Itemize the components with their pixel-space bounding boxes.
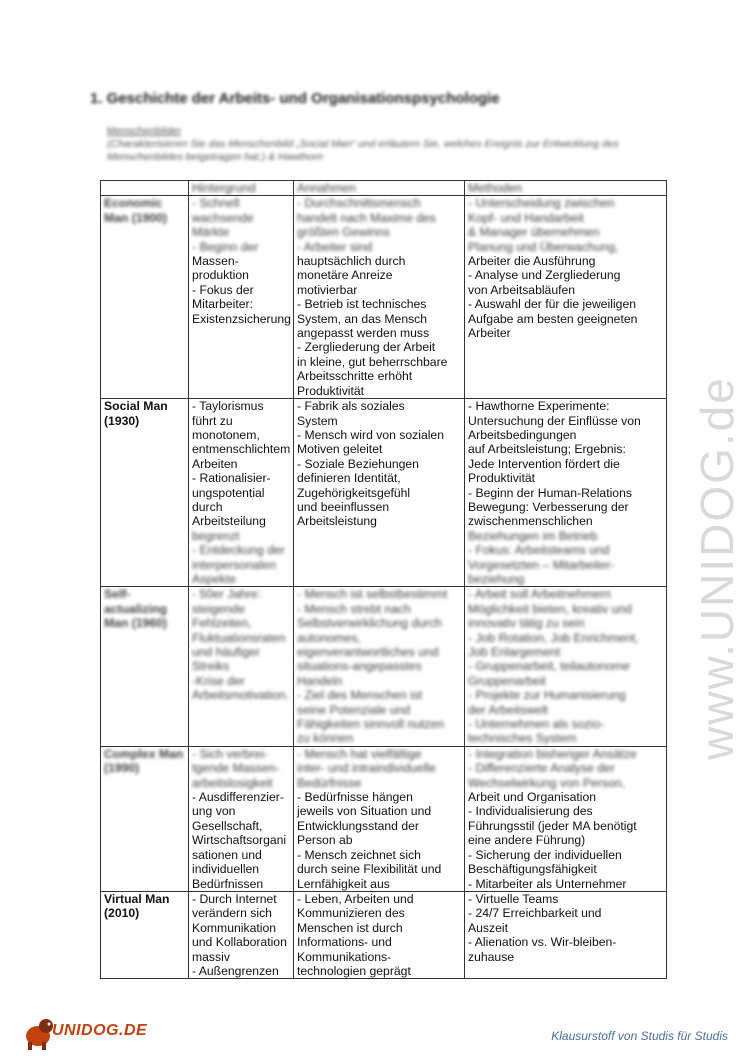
- cell-hintergrund: [189, 399, 294, 587]
- cell-line-blurred: Beziehungen im Betrieb: [468, 528, 598, 543]
- cell-line-blurred: inter- und intraindividuelle: [297, 761, 436, 776]
- cell-line: sationen und: [192, 847, 262, 862]
- cell-line-blurred: wachsende: [192, 210, 254, 225]
- cell-line: durch: [192, 499, 223, 514]
- cell-line-blurred: und häufiger: [192, 645, 260, 659]
- cell-line: zuhause: [468, 949, 515, 964]
- cell-line-blurred: Möglichkeit bieten, kreativ und: [468, 601, 632, 616]
- cell-line: Bewegung: Verbesserung der: [468, 499, 629, 514]
- cell-line-blurred: Job Enlargement: [468, 645, 561, 659]
- cell-line: Menschen ist durch: [297, 920, 403, 935]
- row-label: Social Man (1930): [101, 399, 189, 587]
- cell-line-blurred: - Beginn der: [192, 239, 259, 254]
- cell-line: Arbeiten: [192, 456, 238, 471]
- cell-line-blurred: - Schnell: [192, 196, 240, 211]
- cell-line-blurred: - Projekte zur Humanisierung: [468, 688, 626, 703]
- cell-methoden: [465, 746, 667, 891]
- table-header-hintergrund: Hintergrund: [189, 181, 294, 196]
- cell-line: Kommunikation: [192, 920, 276, 935]
- cell-line-blurred: seine Potenziale und: [297, 702, 411, 717]
- cell-line-blurred: interpersonalen: [192, 557, 277, 572]
- cell-line-blurred: - Integration bisheriger Ansätze: [468, 746, 637, 761]
- cell-line-blurred: - Mensch ist selbstbestimmt: [297, 587, 448, 602]
- cell-methoden: [465, 399, 667, 587]
- cell-line: ung von: [192, 804, 236, 819]
- cell-line: jeweils von Situation und: [297, 804, 432, 819]
- cell-line-blurred: - Sich verbrei-: [192, 746, 268, 761]
- cell-line: Existenzsicherung: [192, 311, 291, 326]
- cell-line-blurred: tgende Massen-: [192, 761, 280, 776]
- cell-line: monotonem,: [192, 427, 260, 442]
- cell-line-blurred: - Gruppenarbeit, teilautonome: [468, 659, 630, 674]
- cell-line: Informations- und: [297, 935, 392, 950]
- menschenbilder-table: [100, 180, 667, 979]
- cell-line: und beeinflussen: [297, 499, 390, 514]
- cell-line: - 24/7 Erreichbarkeit und: [468, 906, 602, 921]
- cell-methoden: [465, 587, 667, 746]
- cell-line-blurred: größten Gewinns: [297, 225, 390, 240]
- cell-line: - Beginn der Human-Relations: [468, 485, 632, 500]
- cell-line: führt zu: [192, 413, 233, 428]
- cell-line-blurred: Fähigkeiten sinnvoll nutzen: [297, 717, 445, 732]
- cell-line: Beschäftigungsfähigkeit: [468, 862, 597, 877]
- cell-line: verändern sich: [192, 906, 272, 921]
- cell-line: - Alienation vs. Wir-bleiben-: [468, 935, 617, 950]
- cell-line-blurred: Fluktuationsraten: [192, 630, 286, 645]
- cell-line: massiv: [192, 949, 230, 964]
- cell-line-blurred: - Unternehmen als sozio-: [468, 717, 605, 732]
- cell-annahmen: [294, 196, 465, 399]
- cell-line: monetäre Anreize: [297, 268, 393, 283]
- cell-line: Arbeiter: [468, 326, 511, 341]
- cell-line-blurred: eigenverantwortliches und: [297, 645, 439, 659]
- cell-line: Lernfähigkeit aus: [297, 876, 390, 891]
- cell-line: und Kollaboration: [192, 935, 287, 950]
- cell-line: durch seine Flexibilität und: [297, 862, 442, 877]
- cell-line-blurred: technisches System: [468, 731, 577, 746]
- cell-line-blurred: Fehlzeiten,: [192, 616, 252, 631]
- logo-text: UNIDOG.DE: [52, 1022, 148, 1039]
- cell-line: - Betrieb ist technisches: [297, 297, 427, 312]
- cell-line: Jede Intervention fördert die: [468, 456, 620, 471]
- cell-line-blurred: Kopf- und Handarbeit: [468, 210, 584, 225]
- cell-line-blurred: Wechselwirkung von Person,: [468, 775, 625, 790]
- cell-line-blurred: Streiks: [192, 659, 230, 674]
- footer-slogan: Klausurstoff von Studis für Studis: [551, 1029, 728, 1043]
- cell-line: in kleine, gut beherrschbare: [297, 354, 448, 369]
- cell-line: auf Arbeitsleistung; Ergebnis:: [468, 442, 626, 457]
- cell-line: von Arbeitsabläufen: [468, 282, 576, 297]
- cell-line-blurred: Vorgesetzten – Mitarbeiter-: [468, 557, 615, 572]
- cell-line: Arbeitsschritte erhöht: [297, 369, 413, 384]
- cell-line: definieren Identität,: [297, 471, 401, 486]
- cell-line-blurred: - Arbeiter sind: [297, 239, 373, 254]
- cell-line-blurred: Bedürfnisse: [297, 775, 362, 790]
- cell-line-blurred: - Ziel des Menschen ist: [297, 688, 423, 703]
- cell-line-blurred: begrenzt: [192, 528, 240, 543]
- cell-line-blurred: beziehung: [468, 571, 525, 586]
- cell-line: eine andere Führung): [468, 833, 586, 848]
- cell-line: hauptsächlich durch: [297, 254, 406, 269]
- cell-line: Kommunizieren des: [297, 906, 405, 921]
- cell-line: - Bedürfnisse hängen: [297, 790, 413, 805]
- table-header-annahmen: Annahmen: [294, 181, 465, 196]
- cell-line-blurred: -Krise der: [192, 673, 245, 688]
- cell-line: Entwicklungsstand der: [297, 818, 419, 833]
- cell-line: - Mensch zeichnet sich: [297, 847, 421, 862]
- row-label: Economic Man (1900): [101, 196, 189, 399]
- cell-annahmen: [294, 399, 465, 587]
- cell-line: Produktivität: [297, 383, 365, 398]
- cell-line: System: [297, 413, 338, 428]
- cell-line-blurred: Gruppenarbeit: [468, 673, 546, 688]
- cell-line-blurred: - Job Rotation, Job Enrichment,: [468, 630, 639, 645]
- intro-text: (Charakterisieren Sie das Menschenbild „Social Man“ und erläutern Sie, welches Ereignis zur Entwicklung des Menschenbildes beigetragen hat.) & Hawthorn: [107, 138, 619, 163]
- cell-line: - Virtuelle Teams: [468, 891, 559, 906]
- cell-line: - Analyse und Zergliederung: [468, 268, 621, 283]
- cell-line: - Ausdifferenzier-: [192, 790, 284, 805]
- cell-line: Person ab: [297, 833, 353, 848]
- cell-hintergrund: [189, 587, 294, 746]
- table-row: [101, 891, 667, 978]
- cell-line: Führungsstil (jeder MA benötigt: [468, 818, 637, 833]
- cell-line: - Mensch wird von sozialen: [297, 427, 444, 442]
- cell-line: Bedürfnissen: [192, 876, 264, 891]
- cell-line-blurred: Arbeitsmotivation.: [192, 688, 289, 703]
- intro-heading: Menschenbilder: [107, 125, 182, 137]
- cell-line: zwischenmenschlichen: [468, 514, 593, 529]
- cell-line-blurred: steigende: [192, 601, 245, 616]
- cell-line: - Auswahl der für die jeweiligen: [468, 297, 637, 312]
- cell-line: angepasst werden muss: [297, 326, 430, 341]
- cell-line-blurred: Selbstverwirklichung durch: [297, 616, 442, 631]
- table-row: [101, 399, 667, 587]
- table-header-empty: [101, 181, 189, 196]
- cell-line: motivierbar: [297, 282, 358, 297]
- intro-block: [107, 125, 647, 164]
- cell-line: produktion: [192, 268, 249, 283]
- cell-line: Arbeit und Organisation: [468, 790, 597, 805]
- watermark-text: www.UNIDOG.de: [691, 376, 743, 760]
- cell-line: Mitarbeiter:: [192, 297, 253, 312]
- cell-hintergrund: [189, 746, 294, 891]
- cell-line-blurred: - Mensch strebt nach: [297, 601, 411, 616]
- cell-line-blurred: zu können: [297, 731, 354, 746]
- cell-line-blurred: - Durchschnittsmensch: [297, 196, 421, 211]
- row-label: Self-actualizing Man (1960): [101, 587, 189, 746]
- cell-line: - Sicherung der individuellen: [468, 847, 622, 862]
- cell-line: Arbeitsbedingungen: [468, 427, 577, 442]
- cell-line: Gesellschaft,: [192, 818, 263, 833]
- cell-line-blurred: handelt nach Maxime des: [297, 210, 436, 225]
- cell-line: - Leben, Arbeiten und: [297, 891, 414, 906]
- cell-annahmen: [294, 891, 465, 978]
- table-row: [101, 587, 667, 746]
- cell-line: Auszeit: [468, 920, 508, 935]
- cell-line: ungspotential: [192, 485, 265, 500]
- cell-line: Zugehörigkeitsgefühl: [297, 485, 411, 500]
- cell-line: - Rationalisier-: [192, 471, 271, 486]
- cell-annahmen: [294, 587, 465, 746]
- cell-line-blurred: arbeitslosigkeit: [192, 775, 273, 790]
- cell-line-blurred: der Arbeitswelt: [468, 702, 548, 717]
- cell-line: Untersuchung der Einflüsse von: [468, 413, 641, 428]
- cell-line: Arbeitsteilung: [192, 514, 266, 529]
- row-label: Complex Man (1990): [101, 746, 189, 891]
- table-row: [101, 746, 667, 891]
- cell-line-blurred: autonomes,: [297, 630, 361, 645]
- table-header-row: [101, 181, 667, 196]
- cell-line: technologien geprägt: [297, 963, 411, 978]
- cell-line: Massen-: [192, 254, 239, 269]
- cell-line-blurred: - Differenzierte Analyse der: [468, 761, 615, 776]
- cell-line: - Außengrenzen: [192, 963, 279, 978]
- cell-line: Arbeiter die Ausführung: [468, 254, 596, 269]
- table-header-methoden: Methoden: [465, 181, 667, 196]
- table-row: [101, 196, 667, 399]
- cell-line-blurred: - 50er Jahre:: [192, 587, 262, 602]
- cell-line-blurred: Planung und Überwachung,: [468, 239, 619, 254]
- cell-line-blurred: - Entdeckung der: [192, 543, 285, 558]
- document-title: 1. Geschichte der Arbeits- und Organisationspsychologie: [90, 90, 500, 107]
- cell-line: entmenschlichtem: [192, 442, 291, 457]
- cell-annahmen: [294, 746, 465, 891]
- cell-line-blurred: - Arbeit soll Arbeitnehmern: [468, 587, 611, 602]
- cell-line-blurred: Aspekte: [192, 571, 237, 586]
- cell-line: - Durch Internet: [192, 891, 277, 906]
- cell-line-blurred: Märkte: [192, 225, 230, 240]
- cell-line: Kommunikations-: [297, 949, 392, 964]
- cell-line-blurred: - Unterscheidung zwischen: [468, 196, 615, 211]
- cell-line: Arbeitsleistung: [297, 514, 377, 529]
- row-label: Virtual Man (2010): [101, 891, 189, 978]
- cell-line: - Hawthorne Experimente:: [468, 399, 610, 414]
- cell-line: Motiven geleitet: [297, 442, 383, 457]
- cell-line: Wirtschaftsorgani: [192, 833, 287, 848]
- cell-line: - Taylorismus: [192, 399, 264, 414]
- cell-line: - Zergliederung der Arbeit: [297, 340, 436, 355]
- cell-line: - Soziale Beziehungen: [297, 456, 419, 471]
- cell-line-blurred: innovativ tätig zu sein: [468, 616, 585, 631]
- cell-methoden: [465, 891, 667, 978]
- cell-line: Aufgabe am besten geeigneten: [468, 311, 638, 326]
- cell-line-blurred: - Mensch hat vielfältige: [297, 746, 422, 761]
- cell-line: - Mitarbeiter als Unternehmer: [468, 876, 627, 891]
- cell-line-blurred: - Fokus: Arbeitsteams und: [468, 543, 610, 558]
- cell-line: - Individualisierung des: [468, 804, 593, 819]
- cell-line: System, an das Mensch: [297, 311, 428, 326]
- cell-line-blurred: Handeln: [297, 673, 343, 688]
- cell-line: Produktivität: [468, 471, 536, 486]
- cell-line-blurred: & Manager übernehmen: [468, 225, 600, 240]
- cell-hintergrund: [189, 196, 294, 399]
- cell-methoden: [465, 196, 667, 399]
- cell-hintergrund: [189, 891, 294, 978]
- cell-line-blurred: situations-angepasstes: [297, 659, 422, 674]
- cell-line: individuellen: [192, 862, 260, 877]
- cell-line: - Fabrik als soziales: [297, 399, 405, 414]
- cell-line: - Fokus der: [192, 282, 254, 297]
